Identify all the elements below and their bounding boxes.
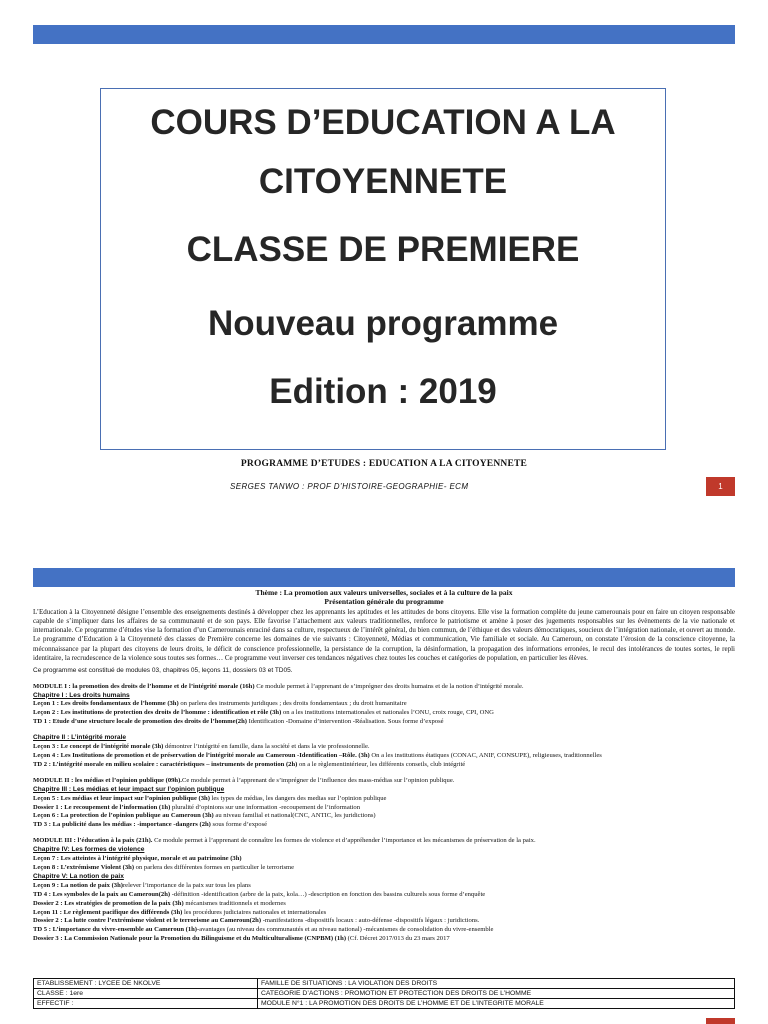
outline-line bbox=[33, 700, 735, 709]
page-number-badge: 1 bbox=[706, 477, 735, 496]
outline-line bbox=[33, 683, 735, 692]
cover-title-line-4: Nouveau programme bbox=[207, 304, 559, 343]
outline-line bbox=[33, 882, 735, 891]
outline-line bbox=[33, 864, 735, 873]
chapter-heading: Chapitre I : Les droits humains bbox=[33, 691, 130, 699]
outline-line-lead: Dossier 1 : Le recoupement de l’information (1h) bbox=[33, 803, 171, 811]
table-row bbox=[34, 999, 735, 1009]
program-summary: Ce programme est constitué de modules 03, chapitres 05, leçons 11, dossiers 03 et TD05. bbox=[33, 667, 293, 675]
section-accent-bar bbox=[33, 568, 735, 587]
program-content bbox=[33, 588, 735, 944]
outline-line-lead: Leçon 7 : Les atteintes à l’intégrité physique, morale et au patrimoine (3h) bbox=[33, 855, 242, 863]
outline-line bbox=[33, 761, 735, 770]
chapter-heading: Chapitre IV: Les formes de violence bbox=[33, 846, 145, 854]
program-heading: PROGRAMME D’ETUDES : EDUCATION A LA CITOYENNETE bbox=[240, 459, 528, 469]
outline-line bbox=[33, 795, 735, 804]
outline-line-lead: Dossier 3 : La Commission Nationale pour la Promotion du Bilinguisme et du Multiculturalisme (CNPBM) (1h) bbox=[33, 935, 347, 943]
outline-line-lead: Leçon 4 : Les Institutions de promotion et de préservation de l’intégrité morale au Cameroun -Identification –Rôle. (3h) bbox=[33, 752, 370, 760]
spacer bbox=[33, 770, 735, 777]
outline-line-detail: démontrer l’intégrité en famille, dans la société et dans la vie professionnelle. bbox=[163, 743, 370, 751]
outline-line bbox=[33, 909, 735, 918]
table-cell: CATEGORIE D’ACTIONS : PROMOTION ET PROTECTION DES DROITS DE L’HOMME bbox=[258, 989, 735, 999]
outline-line-lead: Leçon 2 : Les institutions de protection des droits de l’homme : identification et rôle (3h) bbox=[33, 709, 282, 717]
table-row bbox=[34, 979, 735, 989]
outline-line-detail: sous forme d’exposé bbox=[210, 821, 268, 829]
outline-line bbox=[33, 709, 735, 718]
table-cell: ETABLISSEMENT : LYCEE DE NKOLVE bbox=[34, 979, 258, 989]
outline-line-lead: TD 2 : L’intégrité morale en milieu scolaire : caractéristiques – instruments de promotion (2h) bbox=[33, 760, 298, 768]
cover-title-line-1: COURS D’EDUCATION A LA bbox=[150, 103, 616, 142]
outline-line-lead: Leçon 9 : La notion de paix (3h) bbox=[33, 881, 123, 889]
outline-line bbox=[33, 718, 735, 727]
outline-line-detail: mécanismes traditionnels et modernes bbox=[183, 899, 286, 907]
outline-line bbox=[33, 900, 735, 909]
chapter-heading: Chapitre V: La notion de paix bbox=[33, 872, 124, 880]
outline-line-detail: Identification -Domaine d’intervention -Réalisation. Sous forme d’exposé bbox=[246, 718, 444, 726]
outline-line-detail: on a le règlementintérieur, les différents conseils, club intégrité bbox=[297, 760, 466, 768]
outline-line-detail: on parlera des instruments juridiques ; des droits fondamentaux ; du droit humanitaire bbox=[178, 700, 407, 708]
outline-line bbox=[33, 917, 735, 926]
spacer bbox=[33, 727, 735, 734]
outline-line-lead: Leçon 3 : Le concept de l’intégrité morale (3h) bbox=[33, 743, 164, 751]
author-line: SERGES TANWO : PROF D’HISTOIRE-GEOGRAPHIE- ECM bbox=[230, 482, 469, 491]
program-intro-paragraph: L’Education à la Citoyenneté désigne l’ensemble des enseignements destinés à développer chez les apprenants les aptitudes et les attitudes de bons citoyens. Elle vise la formation complète du jeune camerounais pour en faire un citoyen responsable capable de s’impliquer dans les affaires de sa communauté et de son pays. Elle favorise l’attachement aux valeurs traditionnelles, renforce le patriotisme et amène à poser des jugements responsables sur les évènements de la vie nationale et internationale. Ce programme d’études vise la formation d’un Camerounais enraciné dans sa culture, respectueux de l’intérêt général, du bien commun, de l’éthique et des valeurs démocratiques, soucieux de l’intégration nationale, et ouvert au monde. Le programme d’Education à la Citoyenneté des classes de Première concerne les domaines de vie suivants : Citoyenneté, Médias et communication, Vie familiale et sociale. Au Cameroun, on constate l’érosion de la conscience citoyenne, la méconnaissance par la plupart des citoyens de leurs droits, le déficit de conscience professionnelle, la persistance de la corruption, la désinformation, la propagation des informations erronées, le recul des intolérances de toutes sortes, le repli identitaire, la recrudescence de la violence sous toutes ses formes… Ce programme veut inverser ces tendances négatives chez toutes les couches et catégories de population, en particulier les élèves. bbox=[33, 607, 735, 663]
cover-title-box bbox=[100, 88, 666, 450]
outline-line-detail: pluralité d’opinions sur une information -recoupement de l’information bbox=[170, 803, 360, 811]
program-presentation-heading: Présentation générale du programme bbox=[324, 597, 444, 607]
outline-line-lead: MODULE I : la promotion des droits de l’homme et de l’intégrité morale (16h) bbox=[33, 682, 255, 690]
outline-line bbox=[33, 935, 735, 944]
table-cell: EFFECTIF : bbox=[34, 999, 258, 1009]
outline-line-detail: au niveau familial et national(CNC, ANTIC, les juridictions) bbox=[213, 812, 376, 820]
outline-line-detail: Ce module permet à l’apprenant de connaître les formes de violence et d’appréhender l’importance et les mécanismes de préservation de la paix. bbox=[152, 837, 536, 845]
outline-line-lead: Leçon 8 : L’extrémisme Violent (3h) bbox=[33, 863, 135, 871]
outline-line-detail: -manifestations -dispositifs locaux : auto-défense -dispositifs légaux : juridictions. bbox=[261, 917, 480, 925]
outline-line-lead: TD 3 : La publicité dans les médias : -importance -dangers (2h) bbox=[33, 821, 211, 829]
outline-line-detail: Ce module permet à l’apprenant de s’imprégner des droits humains et de la notion d’intégrité morale. bbox=[254, 682, 524, 690]
outline-line-lead: TD 4 : Les symboles de la paix au Cameroun(2h) bbox=[33, 890, 171, 898]
outline-line-lead: MODULE III : l’éducation à la paix (21h). bbox=[33, 837, 153, 845]
outline-line bbox=[33, 837, 735, 846]
outline-line-detail: on parlera des différentes formes en particulier le terrorisme bbox=[134, 863, 295, 871]
outline-line-detail: les types de médias, les dangers des medias sur l’opinion publique bbox=[209, 794, 387, 802]
cover-title-line-5: Edition : 2019 bbox=[269, 372, 497, 411]
outline-line-lead: Dossier 2 : La lutte contre l’extrémisme violent et le terrorisme au Cameroun(2h) bbox=[33, 917, 262, 925]
outline-line-detail: On a les institutions étatiques (CONAC, ANIF, CONSUPE), religieuses, traditionnelles bbox=[369, 752, 602, 760]
outline-line-detail: -définition -identification (arbre de la paix, kola…) -description en fonction des bassins culturels sous forme d’enquête bbox=[170, 890, 486, 898]
outline-line-detail: Ce module permet à l’apprenant de s’imprégner de l’influence des mass-médias sur l’opinion publique. bbox=[181, 776, 455, 784]
outline-line bbox=[33, 804, 735, 813]
spacer bbox=[33, 830, 735, 837]
cover-title-line-2: CITOYENNETE bbox=[258, 162, 508, 201]
footer-page-tab bbox=[706, 1018, 735, 1024]
outline-line-detail: les procédures judiciaires nationales et internationales bbox=[182, 908, 327, 916]
outline-line bbox=[33, 821, 735, 830]
table-cell: FAMILLE DE SITUATIONS : LA VIOLATION DES DROITS bbox=[258, 979, 735, 989]
outline-line-lead: MODULE II : les médias et l’opinion publique (09h). bbox=[33, 776, 182, 784]
table-row bbox=[34, 989, 735, 999]
outline-line-detail: (Cf. Décret 2017/013 du 23 mars 2017 bbox=[346, 935, 450, 943]
header-accent-bar bbox=[33, 25, 735, 44]
outline-line-detail: relever l’importance de la paix sur tous les plans bbox=[122, 881, 251, 889]
outline-line-lead: Leçon 1 : Les droits fondamentaux de l’homme (3h) bbox=[33, 700, 179, 708]
outline-line-lead: Dossier 2 : Les stratégies de promotion de la paix (3h) bbox=[33, 899, 184, 907]
outline-line bbox=[33, 855, 735, 864]
chapter-heading: Chapitre II : L’intégrité morale bbox=[33, 734, 127, 742]
outline-line bbox=[33, 777, 735, 786]
class-info-table bbox=[33, 978, 735, 1009]
program-theme: Thème : La promotion aux valeurs universelles, sociales et à la culture de la paix bbox=[255, 588, 513, 597]
program-outline bbox=[33, 676, 735, 944]
outline-line-detail: on a les institutions internationales et nationales l’ONU, croix rouge, CPI, ONG bbox=[281, 709, 494, 717]
outline-line-lead: Leçon 6 : La protection de l’opinion publique au Cameroun (3h) bbox=[33, 812, 214, 820]
outline-line-lead: TD 1 : Etude d’une structure locale de promotion des droits de l’homme(2h) bbox=[33, 718, 247, 726]
outline-line bbox=[33, 743, 735, 752]
outline-line bbox=[33, 891, 735, 900]
table-cell: MODULE N°1 : LA PROMOTION DES DROITS DE L’HOMME ET DE L’INTEGRITE MORALE bbox=[258, 999, 735, 1009]
outline-line-lead: Leçon 11 : Le règlement pacifique des différends (3h) bbox=[33, 908, 183, 916]
spacer bbox=[33, 676, 735, 683]
outline-line-detail: -avantages (au niveau des communautés et au niveau national) -mécanismes de consolidation du vivre-ensemble bbox=[197, 926, 494, 934]
outline-line-lead: TD 5 : L’importance du vivre-ensemble au Cameroun (1h) bbox=[33, 926, 197, 934]
table-cell: CLASSE : 1ere bbox=[34, 989, 258, 999]
outline-line bbox=[33, 926, 735, 935]
outline-line bbox=[33, 752, 735, 761]
cover-title-line-3: CLASSE DE PREMIERE bbox=[186, 230, 580, 269]
chapter-heading: Chapitre III : Les médias et leur impact sur l’opinion publique bbox=[33, 785, 225, 793]
outline-line-lead: Leçon 5 : Les médias et leur impact sur l’opinion publique (3h) bbox=[33, 794, 210, 802]
outline-line bbox=[33, 812, 735, 821]
